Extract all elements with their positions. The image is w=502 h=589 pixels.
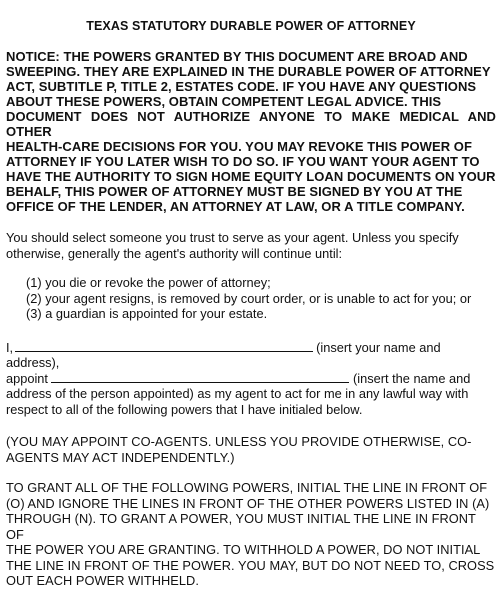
agent-instruction: (insert the name and — [352, 370, 471, 386]
condition-item: (2) your agent resigns, is removed by court order, or is unable to act for you; or — [26, 290, 472, 306]
paragraph-line: THE POWER YOU ARE GRANTING. TO WITHHOLD A POWER, DO NOT INITIAL — [6, 542, 481, 557]
notice-line: NOTICE: THE POWERS GRANTED BY THIS DOCUMENT ARE BROAD AND — [6, 49, 468, 64]
grant-instructions-paragraph — [6, 480, 496, 589]
notice-line: HEALTH-CARE DECISIONS FOR YOU. YOU MAY REVOKE THIS POWER OF — [6, 139, 472, 154]
condition-item: (1) you die or revoke the power of attorney; — [26, 275, 271, 290]
condition-item: (3) a guardian is appointed for your estate. — [26, 306, 268, 321]
coagents-paragraph — [6, 434, 496, 465]
principal-instruction: (insert your name and address), — [6, 339, 441, 370]
notice-line: ACT, SUBTITLE P, TITLE 2, ESTATES CODE. IF YOU HAVE ANY QUESTIONS — [6, 79, 477, 94]
paragraph-line: THE LINE IN FRONT OF THE POWER. YOU MAY, BUT DO NOT NEED TO, CROSS — [6, 557, 495, 573]
principal-line — [6, 340, 496, 371]
notice-line: HAVE THE AUTHORITY TO SIGN HOME EQUITY LOAN DOCUMENTS ON YOUR — [6, 169, 496, 184]
agent-line — [6, 371, 496, 387]
conditions-list — [6, 275, 496, 322]
document-title: TEXAS STATUTORY DURABLE POWER OF ATTORNEY — [86, 19, 416, 33]
paragraph-line: respect to all of the following powers that I have initialed below. — [6, 401, 363, 417]
appoint-label: appoint — [6, 370, 48, 386]
notice-paragraph — [6, 49, 496, 214]
paragraph-line: THROUGH (N). TO GRANT A POWER, YOU MUST INITIAL THE LINE IN FRONT OF — [6, 511, 476, 542]
notice-line: DOCUMENT DOES NOT AUTHORIZE ANYONE TO MAKE MEDICAL AND OTHER — [6, 109, 496, 139]
paragraph-line: otherwise, generally the agent's authority will continue until: — [6, 245, 343, 261]
i-label: I, — [6, 339, 14, 355]
notice-line: ABOUT THESE POWERS, OBTAIN COMPETENT LEGAL ADVICE. THIS — [6, 94, 442, 109]
paragraph-line: You should select someone you trust to serve as your agent. Unless you specify — [6, 230, 459, 245]
notice-line: ATTORNEY IF YOU LATER WISH TO DO SO. IF YOU WANT YOUR AGENT TO — [6, 154, 480, 169]
principal-name-blank[interactable] — [15, 340, 313, 352]
paragraph-line: address of the person appointed) as my agent to act for me in any lawful way with — [6, 386, 469, 401]
paragraph-line: (YOU MAY APPOINT CO-AGENTS. UNLESS YOU PROVIDE OTHERWISE, CO- — [6, 434, 472, 449]
notice-line: SWEEPING. THEY ARE EXPLAINED IN THE DURABLE POWER OF ATTORNEY — [6, 64, 491, 79]
agent-name-blank[interactable] — [51, 371, 349, 383]
paragraph-line: OUT EACH POWER WITHHELD. — [6, 573, 199, 588]
appointment-section — [6, 340, 496, 418]
paragraph-line: TO GRANT ALL OF THE FOLLOWING POWERS, INITIAL THE LINE IN FRONT OF — [6, 480, 488, 495]
notice-line: OFFICE OF THE LENDER, AN ATTORNEY AT LAW, OR A TITLE COMPANY. — [6, 199, 465, 214]
paragraph-line: (O) AND IGNORE THE LINES IN FRONT OF THE OTHER POWERS LISTED IN (A) — [6, 495, 490, 511]
notice-line: BEHALF, THIS POWER OF ATTORNEY MUST BE SIGNED BY YOU AT THE — [6, 184, 463, 199]
select-agent-paragraph — [6, 230, 496, 261]
paragraph-line: AGENTS MAY ACT INDEPENDENTLY.) — [6, 449, 235, 465]
